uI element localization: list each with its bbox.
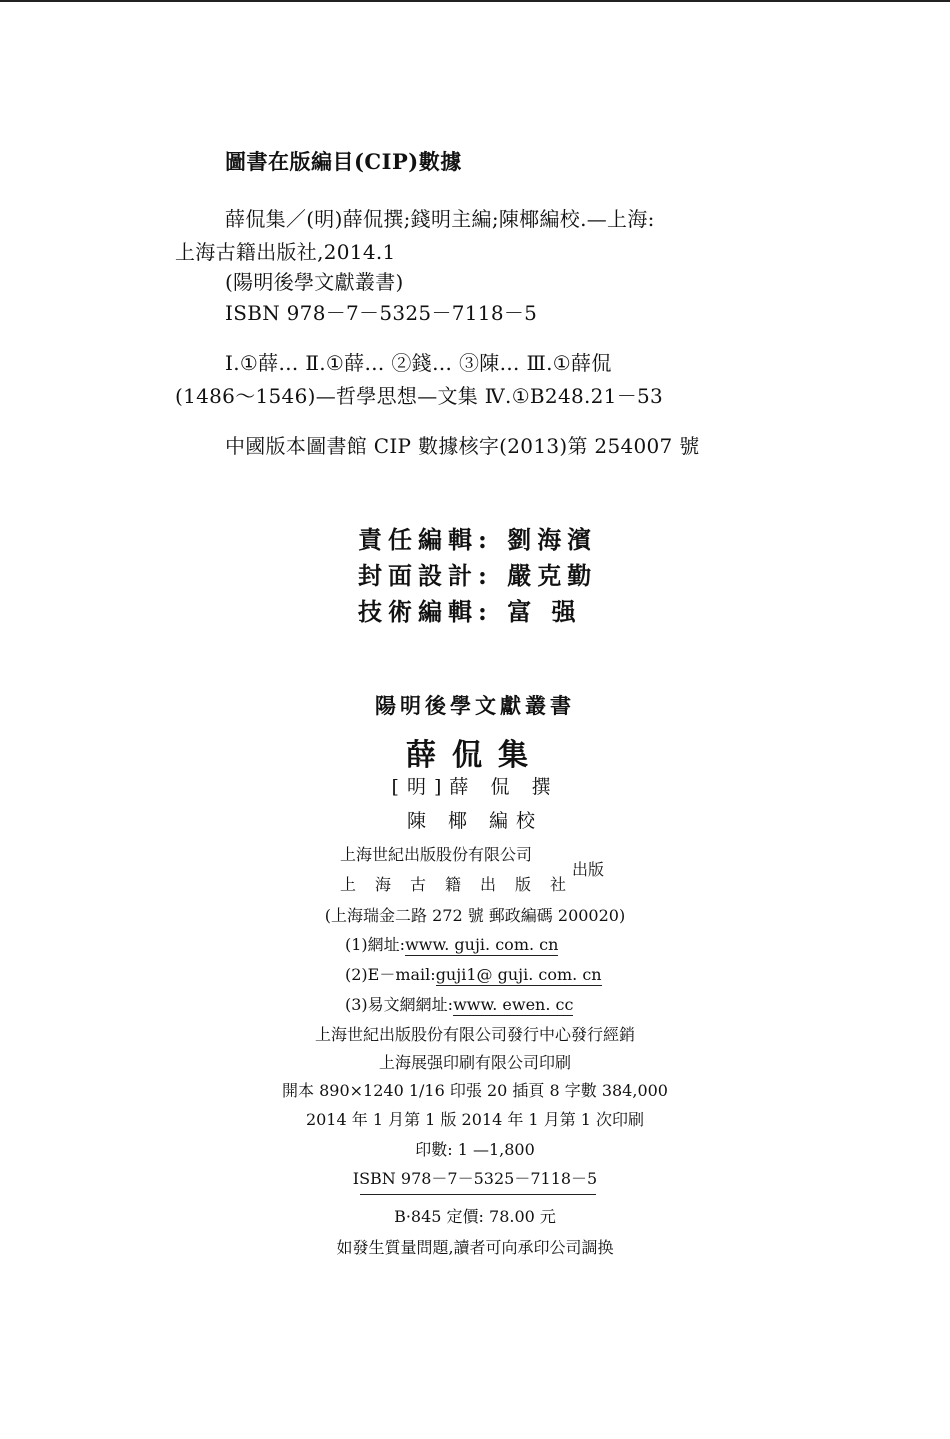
cip-line-series: (陽明後學文獻叢書)	[225, 270, 404, 294]
isbn-divider	[360, 1194, 596, 1195]
website-link[interactable]: www. guji. com. cn	[405, 935, 559, 954]
top-border-line	[0, 0, 950, 2]
email-link[interactable]: guji1@ guji. com. cn	[435, 965, 602, 984]
website-label: (1)網址:	[345, 935, 406, 954]
responsible-editor: 責任編輯: 劉海濱	[358, 525, 598, 554]
ewen-website-label: (3)易文網網址:	[345, 995, 454, 1014]
cip-line-record-number: 中國版本圖書館 CIP 數據核字(2013)第 254007 號	[225, 434, 700, 458]
quality-notice: 如發生質量問題,讀者可向承印公司調换	[336, 1238, 614, 1257]
cip-heading: 圖書在版編目(CIP)數據	[225, 149, 462, 174]
ewen-website-link[interactable]: www. ewen. cc	[453, 995, 574, 1014]
distributor: 上海世紀出版股份有限公司發行中心發行經銷	[314, 1025, 635, 1044]
book-title: 薛侃集	[406, 738, 544, 773]
colophon-isbn: ISBN 978－7－5325－7118－5	[352, 1169, 598, 1188]
publisher-suffix: 出版	[572, 860, 605, 879]
ewen-website-line	[345, 992, 573, 1015]
book-specifications: 開本 890×1240 1/16 印張 20 插頁 8 字數 384,000	[282, 1081, 668, 1100]
cip-line-subjects: Ⅰ.①薛… Ⅱ.①薛… ②錢… ③陳… Ⅲ.①薛侃	[225, 351, 612, 375]
cover-designer: 封面設計: 嚴克勤	[358, 561, 598, 590]
publisher-name-2: 上海古籍出版社	[340, 875, 586, 894]
cip-line-isbn: ISBN 978－7－5325－7118－5	[225, 301, 538, 325]
publisher-name-1: 上海世紀出版股份有限公司	[340, 845, 533, 864]
email-label: (2)E－mail:	[345, 965, 436, 984]
publisher-address: (上海瑞金二路 272 號 郵政編碼 200020)	[324, 906, 626, 925]
series-name: 陽明後學文獻叢書	[375, 693, 575, 718]
cip-line-publisher: 上海古籍出版社,2014.1	[175, 240, 396, 264]
cip-line-title-author: 薛侃集／(明)薛侃撰;錢明主編;陳椰編校.—上海:	[225, 207, 655, 231]
website-line	[345, 932, 558, 955]
email-line	[345, 962, 602, 985]
book-author: [明]薛 侃 撰	[391, 776, 559, 798]
edition-info: 2014 年 1 月第 1 版 2014 年 1 月第 1 次印刷	[305, 1110, 645, 1129]
technical-editor: 技術編輯: 富 强	[358, 597, 582, 626]
book-editor: 陳 椰 編校	[406, 810, 544, 832]
printer: 上海展强印刷有限公司印刷	[378, 1053, 571, 1072]
price: B·845 定價: 78.00 元	[394, 1207, 556, 1226]
print-run: 印數: 1 —1,800	[415, 1140, 535, 1159]
cip-line-classification: (1486～1546)—哲學思想—文集 Ⅳ.①B248.21－53	[175, 384, 664, 408]
